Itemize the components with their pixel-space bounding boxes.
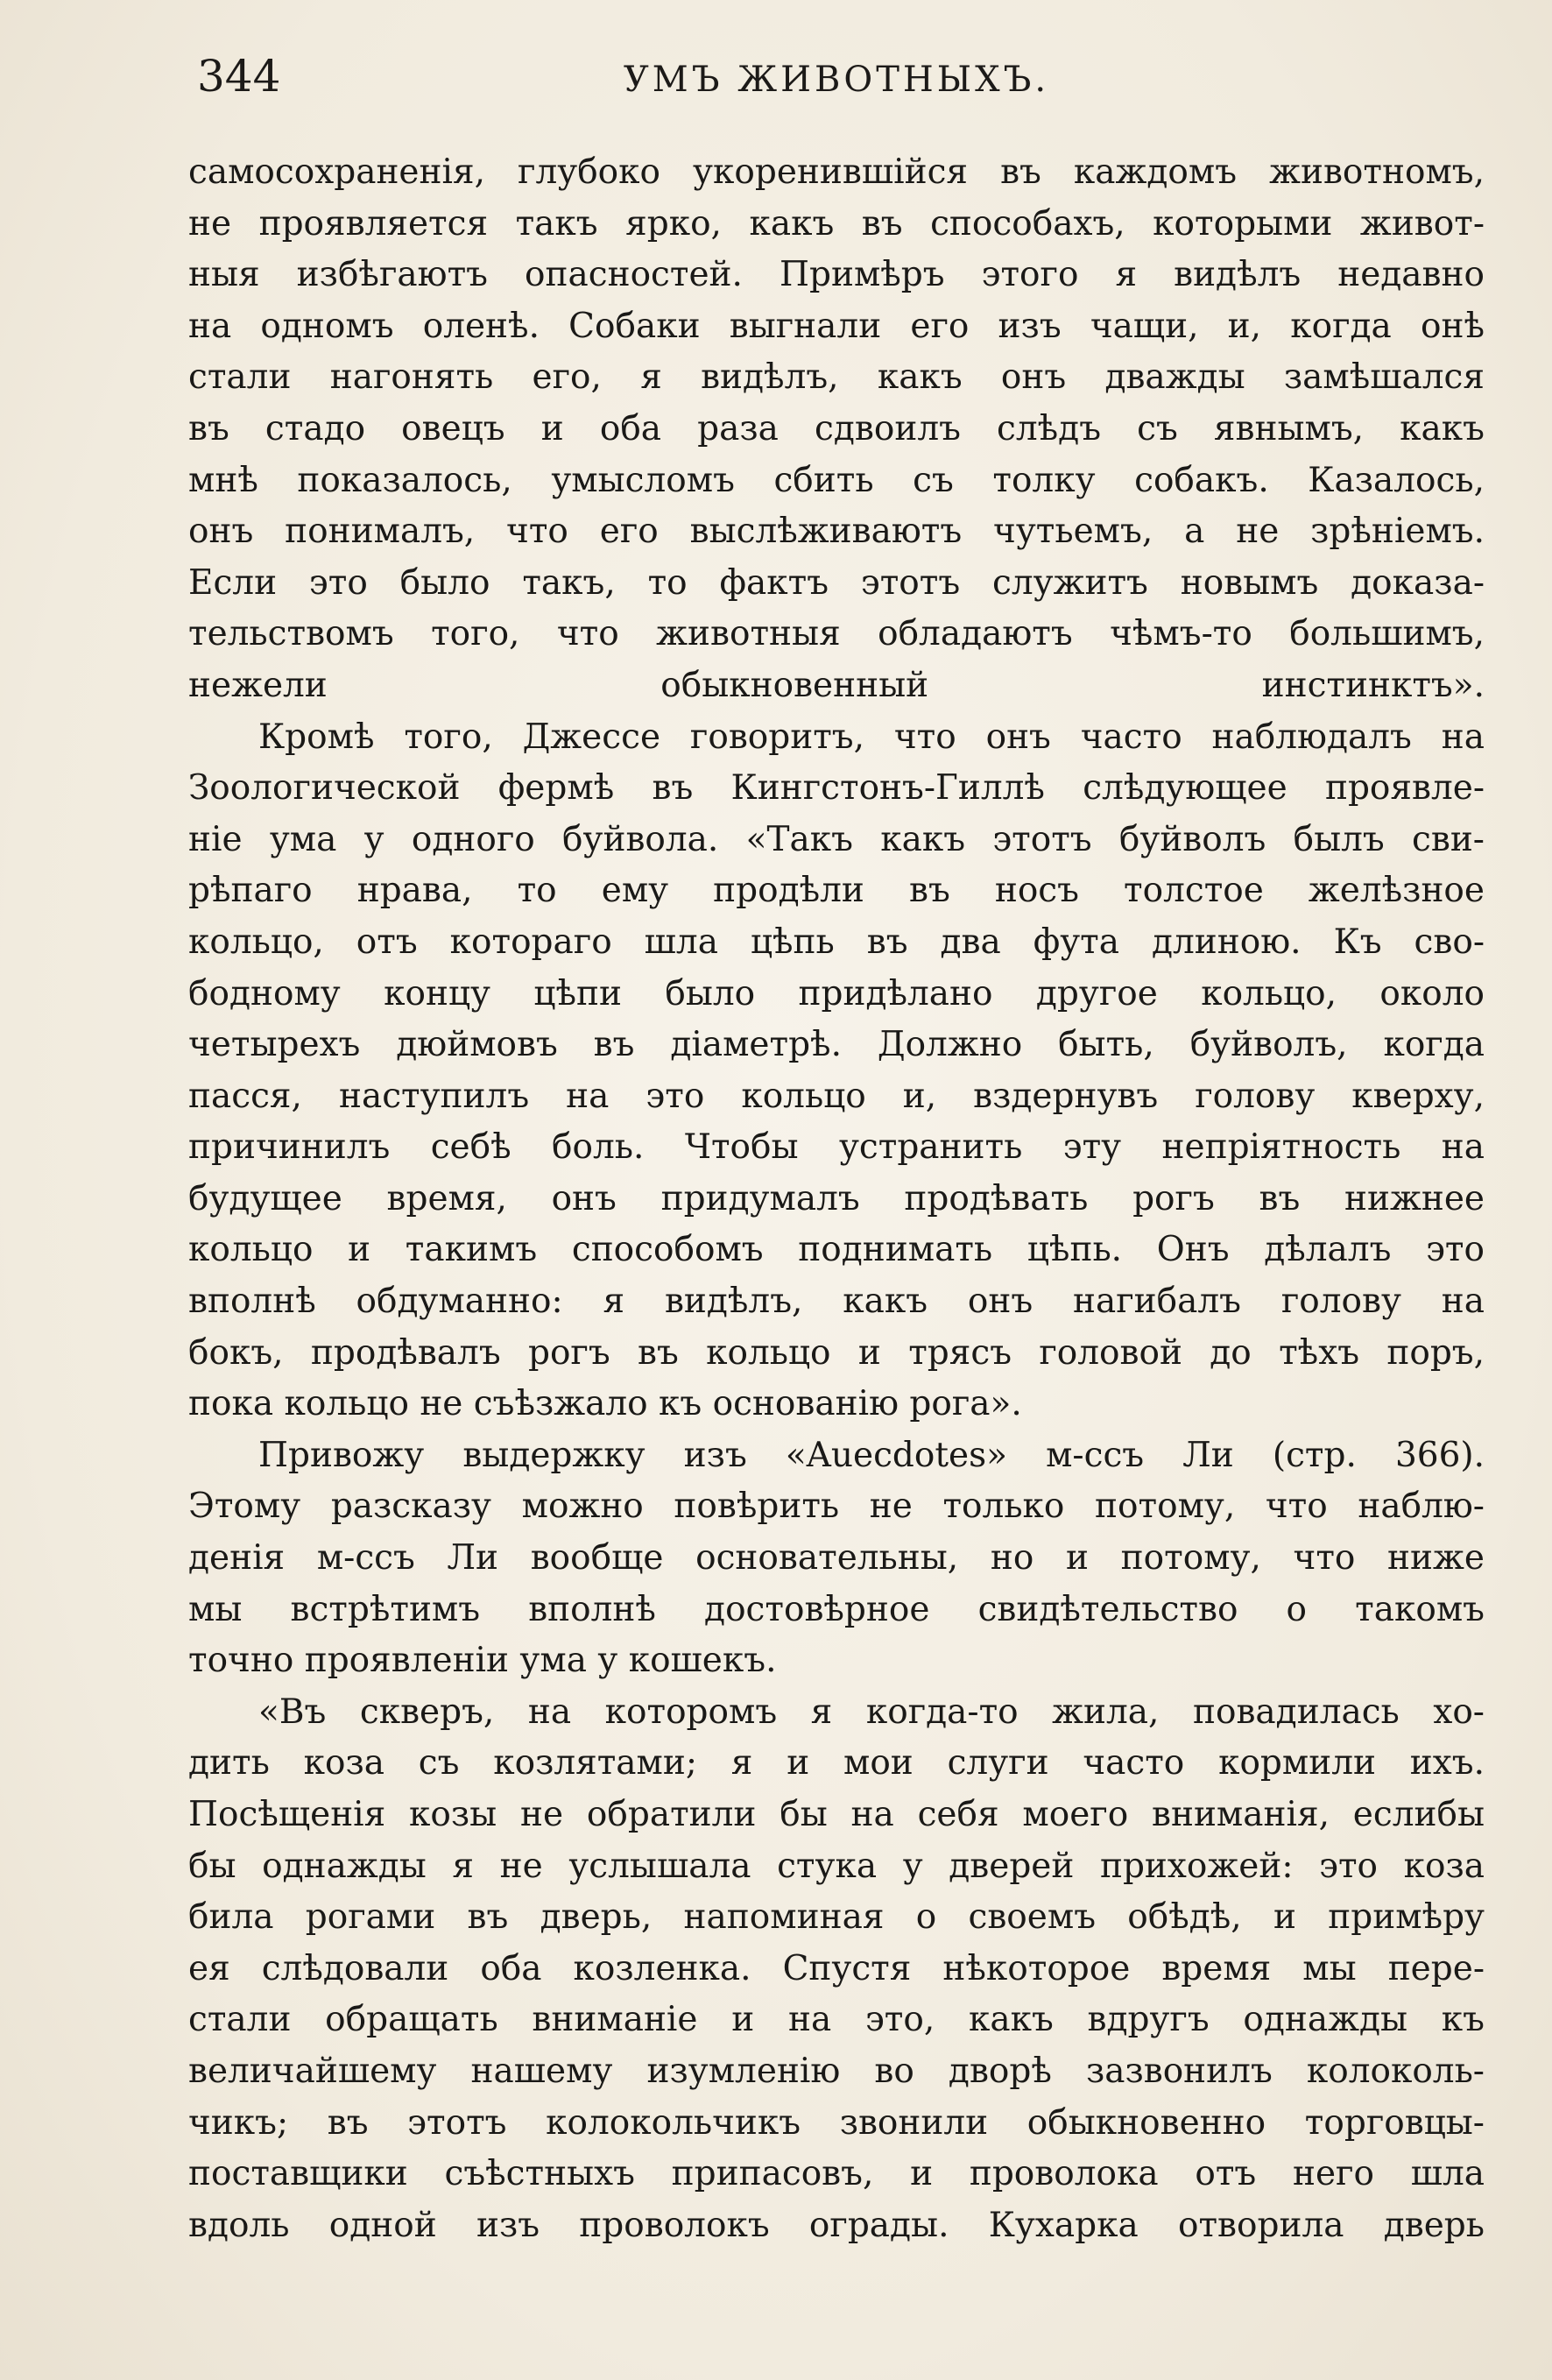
text-line: бы однажды я не услышала стука у дверей прихожей: это коза [188,1846,1485,1886]
text-line: самосохраненія, глубоко укоренившійся въ каждомъ животномъ, [188,152,1485,192]
text-line: вполнѣ обдуманно: я видѣлъ, какъ онъ нагибалъ голову на [188,1282,1485,1322]
text-line: бодному концу цѣпи было придѣлано другое кольцо, около [188,973,1485,1013]
text-line: нежели обыкновенный инстинктъ». [188,665,1485,705]
text-line: кольцо и такимъ способомъ поднимать цѣпь. Онъ дѣлалъ это [188,1230,1485,1270]
text-line: била рогами въ дверь, напоминая о своемъ обѣдѣ, и примѣру [188,1897,1485,1938]
text-line: на одномъ оленѣ. Собаки выгнали его изъ чащи, и, когда онѣ [188,306,1485,346]
paragraph [188,712,1485,1430]
text-line: четырехъ дюймовъ въ діаметрѣ. Должно быть, буйволъ, когда [188,1025,1485,1065]
text-line: мнѣ показалось, умысломъ сбить съ толку собакъ. Казалось, [188,460,1485,500]
text-line: ея слѣдовали оба козленка. Спустя нѣкоторое время мы пере- [188,1948,1485,1988]
text-line: будущее время, онъ придумалъ продѣвать рогъ въ нижнее [188,1178,1485,1218]
paragraph [188,147,1485,712]
text-line: бокъ, продѣвалъ рогъ въ кольцо и трясъ головой до тѣхъ поръ, [188,1332,1485,1373]
page-number: 344 [197,51,281,102]
text-body [188,147,1485,2251]
text-line: «Въ скверъ, на которомъ я когда-то жила, повадилась хо- [258,1691,1485,1732]
text-line: поставщики съѣстныхъ припасовъ, и проволока отъ него шла [188,2154,1485,2194]
text-line: Кромѣ того, Джессе говоритъ, что онъ часто наблюдалъ на [258,717,1485,757]
text-line: Посѣщенія козы не обратили бы на себя моего вниманія, еслибы [188,1795,1485,1834]
text-line: пасся, наступилъ на это кольцо и, вздернувъ голову кверху, [188,1076,1485,1116]
page-header [188,46,1485,107]
text-line: мы встрѣтимъ вполнѣ достовѣрное свидѣтельство о такомъ [188,1589,1485,1629]
text-line: кольцо, отъ котораго шла цѣпь въ два фута длиною. Къ сво- [188,922,1485,962]
text-line: ныя избѣгаютъ опасностей. Примѣръ этого я видѣлъ недавно [188,255,1485,295]
text-line: ніе ума у одного буйвола. «Такъ какъ этотъ буйволъ былъ сви- [188,819,1485,859]
running-title: УМЪ ЖИВОТНЫХЪ. [623,60,1050,100]
text-line: Зоологической фермѣ въ Кингстонъ-Гиллѣ слѣдующее проявле- [188,768,1485,809]
text-line: дить коза съ козлятами; я и мои слуги часто кормили ихъ. [188,1743,1485,1783]
text-line: точно проявленіи ума у кошекъ. [188,1641,777,1681]
text-line: стали нагонять его, я видѣлъ, какъ онъ дважды замѣшался [188,357,1485,398]
text-line: въ стадо овецъ и оба раза сдвоилъ слѣдъ съ явнымъ, какъ [188,408,1485,448]
text-line: Если это было такъ, то фактъ этотъ служитъ новымъ доказа- [188,562,1485,603]
text-line: онъ понималъ, что его выслѣживаютъ чутьемъ, а не зрѣніемъ. [188,512,1485,552]
text-line: денія м-ссъ Ли вообще основательны, но и потому, что ниже [188,1538,1485,1578]
text-line: чикъ; въ этотъ колокольчикъ звонили обыкновенно торговцы- [188,2102,1485,2143]
text-line: рѣпаго нрава, то ему продѣли въ носъ толстое желѣзное [188,871,1485,911]
text-line: стали обращать вниманіе и на это, какъ вдругъ однажды къ [188,2000,1485,2040]
text-line: величайшему нашему изумленію во дворѣ зазвонилъ колоколь- [188,2051,1485,2091]
paragraph [188,1430,1485,1687]
text-line: причинилъ себѣ боль. Чтобы устранить эту непріятность на [188,1127,1485,1168]
text-line: не проявляется такъ ярко, какъ въ способахъ, которыми живот- [188,203,1485,244]
paragraph [188,1687,1485,2252]
text-line: Этому разсказу можно повѣрить не только потому, что наблю- [188,1487,1485,1527]
text-line: вдоль одной изъ проволокъ ограды. Кухарка отворила дверь [188,2205,1485,2245]
text-line: тельствомъ того, что животныя обладаютъ чѣмъ-то большимъ, [188,614,1485,654]
text-line: Привожу выдержку изъ «Auecdotes» м-ссъ Ли (стр. 366). [258,1435,1485,1475]
text-line: пока кольцо не съѣзжало къ основанію рога». [188,1384,1022,1424]
